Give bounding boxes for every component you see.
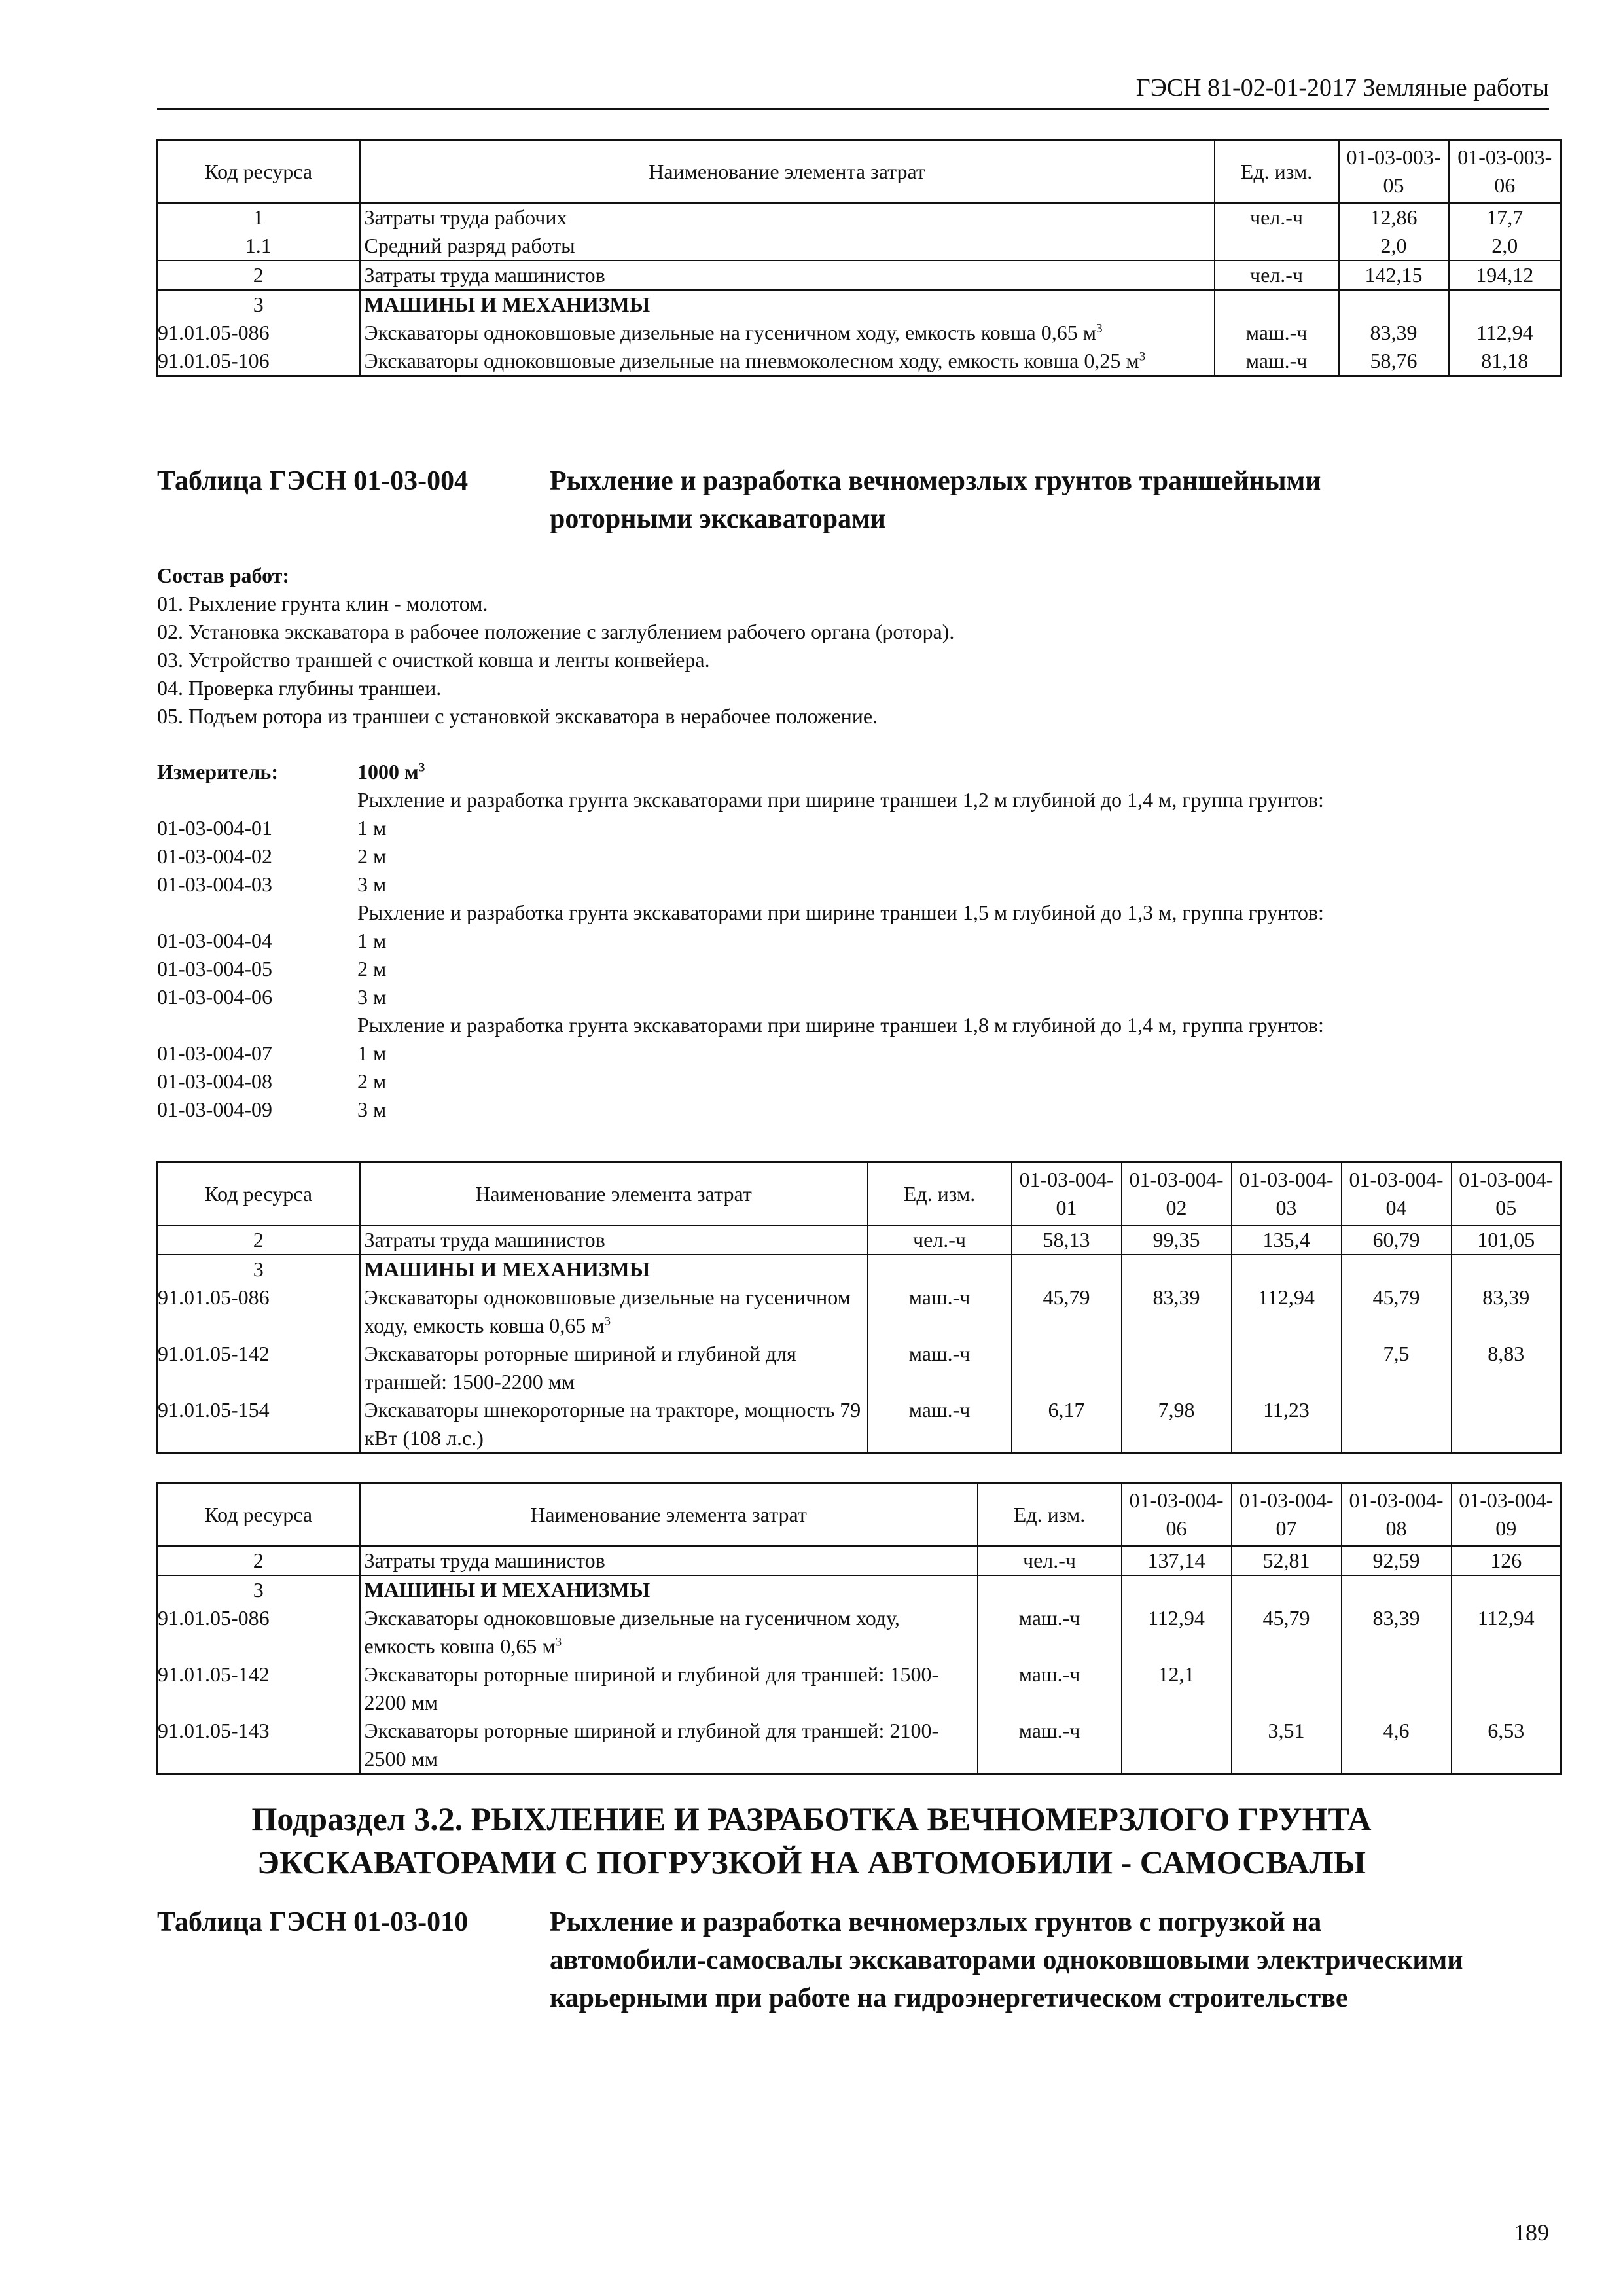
cell-value: 45,79 [1232,1604,1342,1660]
work-item: 05. Подъем ротора из траншеи с установкой экскаватора в нерабочее положение. [157,704,878,728]
cell-code: 3 [157,1255,360,1283]
subsection-line: ЭКСКАВАТОРАМИ С ПОГРУЗКОЙ НА АВТОМОБИЛИ - САМОСВАЛЫ [257,1844,1366,1880]
cell-value [1449,290,1561,319]
works-heading: Состав работ: [157,564,290,587]
norm-code: 01-03-004-07 [157,1041,272,1065]
cell-value: 6,53 [1452,1717,1561,1774]
norm-code: 01-03-004-02 [157,844,272,868]
cell-name [360,347,1215,376]
norm-value: 1 м [357,1041,387,1065]
cell-value: 135,4 [1232,1225,1342,1255]
table-row [157,1575,1561,1604]
norm-code: 01-03-004-08 [157,1069,272,1093]
cell-value: 58,76 [1339,347,1449,376]
norm-code: 01-03-004-05 [157,957,272,980]
cell-value: 52,81 [1232,1546,1342,1575]
cell-value [1232,1255,1342,1283]
cell-unit: чел.-ч [868,1225,1012,1255]
table-title: Рыхление и разработка вечномерзлых грунтов с погрузкой на автомобили-самосвалы экскаваторами одноковшовыми электрическими карьерными при работе на гидроэнергетическом строительстве [550,1907,1463,2013]
norm-code: 01-03-004-01 [157,816,272,840]
cell-name: Экскаваторы роторные шириной и глубиной для траншей: 1500-2200 мм [360,1660,978,1717]
cell-value: 81,18 [1449,347,1561,376]
table-row [157,347,1561,376]
table-label: Таблица ГЭСН 01-03-010 [157,1907,469,1937]
col-norm-header: 01-03-004-09 [1452,1483,1561,1547]
cell-value: 7,5 [1342,1340,1452,1396]
table-row [157,1255,1561,1283]
cell-unit: маш.-ч [1215,319,1339,347]
col-name-header: Наименование элемента затрат [360,140,1215,204]
col-unit-header: Ед. изм. [1215,140,1339,204]
cell-value [1452,1575,1561,1604]
cell-code: 91.01.05-086 [157,1283,360,1340]
table-label: Таблица ГЭСН 01-03-004 [157,466,469,496]
cell-name: Затраты труда машинистов [360,1225,868,1255]
col-norm-header: 01-03-004-06 [1122,1483,1232,1547]
cell-value [1232,1340,1342,1396]
work-item: 03. Устройство траншей с очисткой ковша и ленты конвейера. [157,648,710,672]
work-item: 02. Установка экскаватора в рабочее положение с заглублением рабочего органа (ротора). [157,620,955,643]
cell-value: 12,86 [1339,203,1449,232]
cell-name-text: Экскаваторы одноковшовые дизельные на гусеничном ходу, емкость ковша 0,65 м [364,321,1096,344]
col-code-header: Код ресурса [157,1162,360,1226]
cell-code: 91.01.05-154 [157,1396,360,1454]
cell-value: 2,0 [1449,232,1561,260]
cell-value [1012,1255,1122,1283]
col-norm-header: 01-03-004-04 [1342,1162,1452,1226]
cell-name [360,319,1215,347]
superscript: 3 [418,761,425,775]
cell-value [1122,1717,1232,1774]
cell-value [1122,1255,1232,1283]
meter-block [157,758,1564,1131]
subsection-line: Подраздел 3.2. РЫХЛЕНИЕ И РАЗРАБОТКА ВЕЧНОМЕРЗЛОГО ГРУНТА [251,1801,1372,1837]
superscript: 3 [604,1314,611,1329]
cell-code: 91.01.05-142 [157,1660,360,1717]
cell-name: Затраты труда машинистов [360,1546,978,1575]
table-row [157,260,1561,290]
meter-value-text: 1000 м [357,760,419,783]
table-row [157,1604,1561,1660]
col-norm-header: 01-03-004-03 [1232,1162,1342,1226]
table-row [157,1546,1561,1575]
cell-name: Затраты труда рабочих [360,203,1215,232]
cell-value [1012,1340,1122,1396]
cell-value: 8,83 [1452,1340,1561,1396]
subsection-heading [0,1797,1623,1884]
header-rule [157,108,1549,110]
table-section-title [157,1903,1558,2060]
cell-value: 3,51 [1232,1717,1342,1774]
cell-code: 2 [157,1546,360,1575]
cell-name: Средний разряд работы [360,232,1215,260]
col-norm-header: 01-03-004-05 [1452,1162,1561,1226]
cell-value: 12,1 [1122,1660,1232,1717]
meter-label: Измеритель: [157,760,278,783]
table-row [157,1396,1561,1454]
cell-name-text: Экскаваторы одноковшовые дизельные на пневмоколесном ходу, емкость ковша 0,25 м [364,349,1139,372]
cell-value [1342,1255,1452,1283]
cell-value: 45,79 [1012,1283,1122,1340]
meter-value [357,758,425,786]
cell-unit: маш.-ч [978,1717,1122,1774]
cell-code: 91.01.05-143 [157,1717,360,1774]
col-name-header: Наименование элемента затрат [360,1162,868,1226]
cell-value [1232,1575,1342,1604]
cell-value: 142,15 [1339,260,1449,290]
cell-value [1122,1575,1232,1604]
cell-value: 4,6 [1342,1717,1452,1774]
cell-value [1232,1660,1342,1717]
table-section-title [157,462,1558,541]
cell-value: 92,59 [1342,1546,1452,1575]
norm-code: 01-03-004-09 [157,1098,272,1121]
cell-value: 7,98 [1122,1396,1232,1454]
cell-name: Экскаваторы шнекороторные на тракторе, мощность 79 кВт (108 л.с.) [360,1396,868,1454]
cell-unit [1215,232,1339,260]
cell-value: 83,39 [1452,1283,1561,1340]
norm-value: 1 м [357,929,387,952]
norm-value: 1 м [357,816,387,840]
cell-value: 83,39 [1342,1604,1452,1660]
norm-value: 2 м [357,844,387,868]
table-title: Рыхление и разработка вечномерзлых грунтов траншейными роторными экскаваторами [550,466,1321,534]
norm-code: 01-03-004-04 [157,929,272,952]
cell-code: 3 [157,290,360,319]
cell-group-name: МАШИНЫ И МЕХАНИЗМЫ [360,1575,978,1604]
cell-name-text: Экскаваторы одноковшовые дизельные на гусеничном ходу, емкость ковша 0,65 м [364,1606,900,1658]
cell-name: Экскаваторы роторные шириной и глубиной для траншей: 2100-2500 мм [360,1717,978,1774]
cell-value [1339,290,1449,319]
cell-value: 2,0 [1339,232,1449,260]
table-row [157,1717,1561,1774]
resource-table-004-a [156,1161,1562,1454]
cell-value: 11,23 [1232,1396,1342,1454]
group-description: Рыхление и разработка грунта экскаваторами при ширине траншеи 1,8 м глубиной до 1,4 м, группа грунтов: [357,1013,1324,1037]
norm-value: 2 м [357,1069,387,1093]
running-header: ГЭСН 81-02-01-2017 Земляные работы [1135,74,1549,101]
norm-value: 2 м [357,957,387,980]
norm-value: 3 м [357,985,387,1009]
col-code-header: Код ресурса [157,1483,360,1547]
table-row [157,1283,1561,1340]
superscript: 3 [1139,350,1146,364]
cell-unit [1215,290,1339,319]
cell-code: 3 [157,1575,360,1604]
table-row [157,1225,1561,1255]
cell-unit: чел.-ч [978,1546,1122,1575]
resource-table-003 [156,139,1562,377]
col-norm-header: 01-03-004-01 [1012,1162,1122,1226]
table-header-row [157,140,1561,204]
cell-value [1342,1396,1452,1454]
cell-code: 91.01.05-086 [157,1604,360,1660]
cell-value [1342,1575,1452,1604]
superscript: 3 [1096,321,1103,336]
table-row [157,319,1561,347]
norm-code: 01-03-004-03 [157,872,272,896]
superscript: 3 [555,1635,562,1649]
cell-unit [978,1575,1122,1604]
col-norm-header: 01-03-004-02 [1122,1162,1232,1226]
cell-value: 101,05 [1452,1225,1561,1255]
col-name-header: Наименование элемента затрат [360,1483,978,1547]
cell-unit [868,1255,1012,1283]
cell-value [1122,1340,1232,1396]
cell-group-name: МАШИНЫ И МЕХАНИЗМЫ [360,290,1215,319]
table-row [157,290,1561,319]
table-header-row [157,1162,1561,1226]
cell-code: 91.01.05-106 [157,347,360,376]
cell-unit: маш.-ч [868,1340,1012,1396]
table-row [157,1340,1561,1396]
table-row [157,232,1561,260]
resource-table-004-b [156,1482,1562,1775]
cell-name: Затраты труда машинистов [360,260,1215,290]
group-description: Рыхление и разработка грунта экскаваторами при ширине траншеи 1,5 м глубиной до 1,3 м, группа грунтов: [357,901,1324,924]
cell-value [1452,1396,1561,1454]
norm-value: 3 м [357,872,387,896]
cell-value: 112,94 [1452,1604,1561,1660]
col-norm-header: 01-03-004-08 [1342,1483,1452,1547]
col-unit-header: Ед. изм. [978,1483,1122,1547]
cell-unit: маш.-ч [868,1396,1012,1454]
cell-group-name: МАШИНЫ И МЕХАНИЗМЫ [360,1255,868,1283]
table-row [157,1660,1561,1717]
cell-code: 1.1 [157,232,360,260]
cell-name [360,1604,978,1660]
cell-value: 83,39 [1339,319,1449,347]
group-description: Рыхление и разработка грунта экскаваторами при ширине траншеи 1,2 м глубиной до 1,4 м, группа грунтов: [357,788,1324,812]
cell-value: 58,13 [1012,1225,1122,1255]
norm-value: 3 м [357,1098,387,1121]
cell-value [1452,1660,1561,1717]
cell-unit: маш.-ч [868,1283,1012,1340]
cell-unit: чел.-ч [1215,203,1339,232]
cell-value [1452,1255,1561,1283]
cell-code: 91.01.05-086 [157,319,360,347]
cell-value: 83,39 [1122,1283,1232,1340]
cell-name [360,1283,868,1340]
col-unit-header: Ед. изм. [868,1162,1012,1226]
table-row [157,203,1561,232]
cell-value [1342,1660,1452,1717]
cell-name-text: Экскаваторы одноковшовые дизельные на гусеничном ходу, емкость ковша 0,65 м [364,1285,851,1337]
col-norm-header: 01-03-003-06 [1449,140,1561,204]
col-norm-header: 01-03-004-07 [1232,1483,1342,1547]
cell-value: 45,79 [1342,1283,1452,1340]
cell-value: 112,94 [1122,1604,1232,1660]
cell-value: 112,94 [1232,1283,1342,1340]
table-header-row [157,1483,1561,1547]
cell-value: 99,35 [1122,1225,1232,1255]
cell-value: 6,17 [1012,1396,1122,1454]
cell-value: 60,79 [1342,1225,1452,1255]
work-item: 04. Проверка глубины траншеи. [157,676,442,700]
cell-unit: маш.-ч [978,1604,1122,1660]
cell-code: 91.01.05-142 [157,1340,360,1396]
cell-unit: чел.-ч [1215,260,1339,290]
cell-value: 194,12 [1449,260,1561,290]
cell-name: Экскаваторы роторные шириной и глубиной для траншей: 1500-2200 мм [360,1340,868,1396]
col-norm-header: 01-03-003-05 [1339,140,1449,204]
norm-code: 01-03-004-06 [157,985,272,1009]
cell-value: 137,14 [1122,1546,1232,1575]
page-number: 189 [1514,2219,1549,2246]
cell-value: 126 [1452,1546,1561,1575]
cell-unit: маш.-ч [1215,347,1339,376]
work-item: 01. Рыхление грунта клин - молотом. [157,592,488,615]
works-list [157,562,1558,730]
cell-value: 112,94 [1449,319,1561,347]
cell-value: 17,7 [1449,203,1561,232]
col-code-header: Код ресурса [157,140,360,204]
cell-code: 1 [157,203,360,232]
cell-code: 2 [157,260,360,290]
cell-code: 2 [157,1225,360,1255]
cell-unit: маш.-ч [978,1660,1122,1717]
